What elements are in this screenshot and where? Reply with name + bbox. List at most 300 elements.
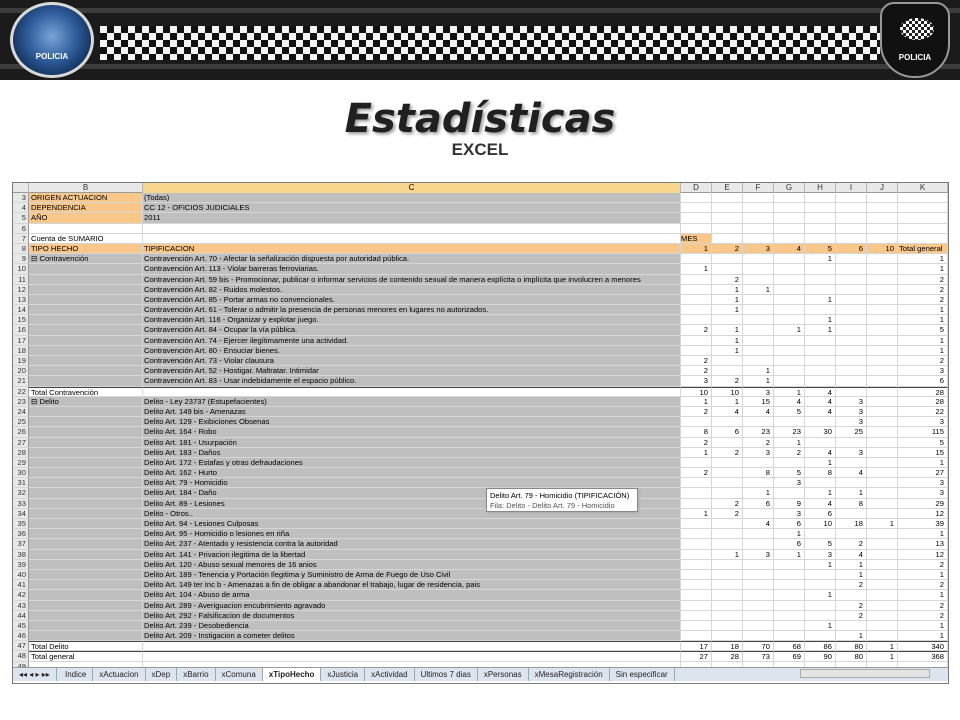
value-cell-d[interactable]	[681, 213, 712, 223]
row-number[interactable]: 27	[13, 438, 29, 448]
tipificacion-cell[interactable]: Contravención Art. 113 - Violar barreras ferroviarias.	[143, 264, 681, 274]
tipificacion-cell[interactable]: Delito Art. 89 - Lesiones	[143, 499, 681, 509]
value-cell-e[interactable]	[712, 264, 743, 274]
row-number[interactable]: 25	[13, 417, 29, 427]
value-cell-k[interactable]: 1	[898, 254, 948, 264]
value-cell-e[interactable]: 1	[712, 397, 743, 407]
value-cell-e[interactable]: 2	[712, 448, 743, 458]
value-cell-f[interactable]: 3	[743, 448, 774, 458]
value-cell-i[interactable]	[836, 295, 867, 305]
row-label-cell[interactable]	[29, 539, 143, 549]
value-cell-j[interactable]	[867, 264, 898, 274]
value-cell-d[interactable]	[681, 499, 712, 509]
row-number[interactable]: 3	[13, 193, 29, 203]
value-cell-j[interactable]	[867, 478, 898, 488]
value-cell-h[interactable]: 30	[805, 427, 836, 437]
value-cell-j[interactable]	[867, 590, 898, 600]
row-label-cell[interactable]	[29, 346, 143, 356]
value-cell-f[interactable]	[743, 203, 774, 213]
value-cell-j[interactable]	[867, 356, 898, 366]
value-cell-d[interactable]: 2	[681, 356, 712, 366]
row-number[interactable]: 13	[13, 295, 29, 305]
row-number[interactable]: 5	[13, 213, 29, 223]
row-number[interactable]: 33	[13, 499, 29, 509]
value-cell-e[interactable]	[712, 366, 743, 376]
value-cell-i[interactable]	[836, 458, 867, 468]
value-cell-j[interactable]: 1	[867, 641, 898, 651]
value-cell-f[interactable]	[743, 234, 774, 244]
value-cell-j[interactable]	[867, 417, 898, 427]
value-cell-d[interactable]	[681, 590, 712, 600]
value-cell-i[interactable]: 80	[836, 651, 867, 661]
value-cell-e[interactable]	[712, 488, 743, 498]
value-cell-d[interactable]: 27	[681, 651, 712, 661]
value-cell-k[interactable]: 2	[898, 580, 948, 590]
value-cell-g[interactable]: 6	[774, 539, 805, 549]
value-cell-i[interactable]	[836, 387, 867, 397]
row-number[interactable]: 30	[13, 468, 29, 478]
value-cell-k[interactable]	[898, 234, 948, 244]
value-cell-f[interactable]	[743, 529, 774, 539]
sheet-tab[interactable]: xPersonas	[478, 668, 529, 681]
value-cell-j[interactable]	[867, 325, 898, 335]
value-cell-g[interactable]	[774, 580, 805, 590]
value-cell-h[interactable]: 4	[805, 499, 836, 509]
value-cell-f[interactable]: 3	[743, 550, 774, 560]
value-cell-d[interactable]	[681, 529, 712, 539]
value-cell-g[interactable]: 1	[774, 550, 805, 560]
value-cell-j[interactable]: 1	[867, 519, 898, 529]
value-cell-e[interactable]: 1	[712, 346, 743, 356]
value-cell-g[interactable]	[774, 366, 805, 376]
value-cell-h[interactable]: 4	[805, 448, 836, 458]
row-label-cell[interactable]	[29, 285, 143, 295]
value-cell-j[interactable]	[867, 336, 898, 346]
row-label-cell[interactable]	[29, 550, 143, 560]
value-cell-d[interactable]	[681, 550, 712, 560]
value-cell-e[interactable]: 10	[712, 387, 743, 397]
row-number[interactable]: 31	[13, 478, 29, 488]
row-label-cell[interactable]	[29, 356, 143, 366]
value-cell-h[interactable]: 1	[805, 315, 836, 325]
value-cell-d[interactable]	[681, 539, 712, 549]
value-cell-j[interactable]	[867, 224, 898, 234]
value-cell-i[interactable]	[836, 590, 867, 600]
value-cell-e[interactable]	[712, 519, 743, 529]
value-cell-i[interactable]	[836, 325, 867, 335]
tipificacion-cell[interactable]	[143, 641, 681, 651]
value-cell-f[interactable]: 1	[743, 366, 774, 376]
value-cell-e[interactable]: 4	[712, 407, 743, 417]
value-cell-i[interactable]: 6	[836, 244, 867, 254]
row-number[interactable]: 15	[13, 315, 29, 325]
tipificacion-cell[interactable]: Delito Art. 141 - Privacion ilegitima de la libertad	[143, 550, 681, 560]
value-cell-g[interactable]: 2	[774, 448, 805, 458]
value-cell-d[interactable]	[681, 346, 712, 356]
row-number[interactable]: 9	[13, 254, 29, 264]
value-cell-h[interactable]	[805, 601, 836, 611]
value-cell-i[interactable]: 8	[836, 499, 867, 509]
value-cell-i[interactable]	[836, 234, 867, 244]
tipificacion-cell[interactable]: Contravención Art. 70 - Afectar la señalización dispuesta por autoridad pública.	[143, 254, 681, 264]
value-cell-g[interactable]	[774, 295, 805, 305]
row-label-cell[interactable]: Total general	[29, 651, 143, 661]
value-cell-j[interactable]	[867, 234, 898, 244]
tipificacion-cell[interactable]	[143, 387, 681, 397]
value-cell-i[interactable]	[836, 285, 867, 295]
tipificacion-cell[interactable]: Contravención Art. 83 - Usar indebidamente el espacio público.	[143, 376, 681, 386]
value-cell-d[interactable]	[681, 580, 712, 590]
value-cell-h[interactable]: 1	[805, 590, 836, 600]
row-label-cell[interactable]	[29, 325, 143, 335]
tipificacion-cell[interactable]: Contravención Art. 74 - Ejercer ilegítimamente una actividad.	[143, 336, 681, 346]
value-cell-e[interactable]	[712, 590, 743, 600]
row-label-cell[interactable]	[29, 427, 143, 437]
value-cell-k[interactable]: 28	[898, 387, 948, 397]
value-cell-g[interactable]: 3	[774, 509, 805, 519]
value-cell-f[interactable]	[743, 213, 774, 223]
value-cell-d[interactable]	[681, 519, 712, 529]
row-number[interactable]: 24	[13, 407, 29, 417]
row-label-cell[interactable]	[29, 224, 143, 234]
row-number[interactable]: 42	[13, 590, 29, 600]
value-cell-i[interactable]	[836, 315, 867, 325]
value-cell-e[interactable]	[712, 468, 743, 478]
value-cell-e[interactable]: 1	[712, 550, 743, 560]
row-label-cell[interactable]: Total Contravención	[29, 387, 143, 397]
value-cell-d[interactable]	[681, 560, 712, 570]
value-cell-d[interactable]	[681, 417, 712, 427]
value-cell-g[interactable]	[774, 601, 805, 611]
value-cell-d[interactable]: 1	[681, 244, 712, 254]
row-number[interactable]: 46	[13, 631, 29, 641]
sheet-tab[interactable]: xMesaRegistración	[529, 668, 610, 681]
tipificacion-cell[interactable]: Delito Art. 79 - Homicidio	[143, 478, 681, 488]
value-cell-e[interactable]: 1	[712, 336, 743, 346]
value-cell-h[interactable]: 1	[805, 254, 836, 264]
value-cell-h[interactable]: 8	[805, 468, 836, 478]
value-cell-k[interactable]: 1	[898, 621, 948, 631]
value-cell-f[interactable]	[743, 315, 774, 325]
value-cell-g[interactable]: 1	[774, 325, 805, 335]
row-number[interactable]: 20	[13, 366, 29, 376]
row-number[interactable]: 17	[13, 336, 29, 346]
value-cell-f[interactable]	[743, 193, 774, 203]
value-cell-d[interactable]	[681, 305, 712, 315]
value-cell-f[interactable]: 73	[743, 651, 774, 661]
value-cell-g[interactable]	[774, 631, 805, 641]
value-cell-k[interactable]: 368	[898, 651, 948, 661]
value-cell-g[interactable]	[774, 234, 805, 244]
tipificacion-cell[interactable]	[143, 234, 681, 244]
value-cell-f[interactable]	[743, 611, 774, 621]
value-cell-k[interactable]: 1	[898, 346, 948, 356]
row-label-cell[interactable]	[29, 275, 143, 285]
value-cell-f[interactable]	[743, 417, 774, 427]
row-label-cell[interactable]	[29, 417, 143, 427]
value-cell-h[interactable]	[805, 275, 836, 285]
tipificacion-cell[interactable]: Contravención Art. 116 - Organizar y explotar juego.	[143, 315, 681, 325]
value-cell-i[interactable]	[836, 356, 867, 366]
value-cell-e[interactable]: 2	[712, 275, 743, 285]
value-cell-j[interactable]	[867, 488, 898, 498]
column-header-i[interactable]: I	[836, 183, 867, 193]
tab-nav-arrows[interactable]: ◂◂ ◂ ▸ ▸▸	[13, 668, 57, 681]
value-cell-k[interactable]: 1	[898, 529, 948, 539]
tipificacion-cell[interactable]: Delito Art. 149 ter Inc b - Amenazas a fin de obligar a abandonar el trabajo, lugar de residencia, pais	[143, 580, 681, 590]
row-label-cell[interactable]	[29, 601, 143, 611]
sheet-tab[interactable]: Ultimos 7 dias	[415, 668, 478, 681]
value-cell-g[interactable]	[774, 376, 805, 386]
row-label-cell[interactable]	[29, 570, 143, 580]
row-number[interactable]: 44	[13, 611, 29, 621]
value-cell-f[interactable]	[743, 509, 774, 519]
value-cell-f[interactable]	[743, 570, 774, 580]
value-cell-g[interactable]: 5	[774, 468, 805, 478]
value-cell-h[interactable]	[805, 285, 836, 295]
value-cell-k[interactable]: 2	[898, 295, 948, 305]
value-cell-j[interactable]	[867, 285, 898, 295]
value-cell-d[interactable]: 8	[681, 427, 712, 437]
value-cell-f[interactable]	[743, 325, 774, 335]
value-cell-f[interactable]: 70	[743, 641, 774, 651]
row-number[interactable]: 4	[13, 203, 29, 213]
value-cell-g[interactable]: 23	[774, 427, 805, 437]
row-number[interactable]: 21	[13, 376, 29, 386]
value-cell-k[interactable]: 2	[898, 285, 948, 295]
row-label-cell[interactable]	[29, 611, 143, 621]
value-cell-d[interactable]	[681, 193, 712, 203]
value-cell-k[interactable]: 27	[898, 468, 948, 478]
value-cell-j[interactable]	[867, 397, 898, 407]
row-number[interactable]: 7	[13, 234, 29, 244]
value-cell-g[interactable]	[774, 356, 805, 366]
row-label-cell[interactable]	[29, 468, 143, 478]
value-cell-h[interactable]: 5	[805, 539, 836, 549]
tipificacion-cell[interactable]: Contravención Art. 80 - Ensuciar bienes.	[143, 346, 681, 356]
value-cell-k[interactable]	[898, 213, 948, 223]
value-cell-e[interactable]: 6	[712, 427, 743, 437]
value-cell-j[interactable]	[867, 213, 898, 223]
tipificacion-cell[interactable]: (Todas)	[143, 193, 681, 203]
row-number[interactable]: 41	[13, 580, 29, 590]
value-cell-j[interactable]: 1	[867, 651, 898, 661]
value-cell-j[interactable]	[867, 499, 898, 509]
value-cell-k[interactable]: 12	[898, 509, 948, 519]
value-cell-g[interactable]: 1	[774, 438, 805, 448]
value-cell-d[interactable]: 2	[681, 366, 712, 376]
value-cell-h[interactable]: 1	[805, 458, 836, 468]
value-cell-h[interactable]	[805, 336, 836, 346]
sheet-tab[interactable]: xDep	[146, 668, 178, 681]
tipificacion-cell[interactable]: Delito Art. 104 - Abuso de arma	[143, 590, 681, 600]
sheet-tab[interactable]: xActuacion	[93, 668, 145, 681]
value-cell-h[interactable]	[805, 417, 836, 427]
row-number[interactable]: 11	[13, 275, 29, 285]
value-cell-h[interactable]	[805, 203, 836, 213]
value-cell-f[interactable]: 15	[743, 397, 774, 407]
sheet-tab[interactable]: xComuna	[216, 668, 263, 681]
value-cell-e[interactable]	[712, 529, 743, 539]
value-cell-h[interactable]: 90	[805, 651, 836, 661]
value-cell-j[interactable]	[867, 458, 898, 468]
tipificacion-cell[interactable]	[143, 224, 681, 234]
value-cell-j[interactable]	[867, 193, 898, 203]
row-number[interactable]: 28	[13, 448, 29, 458]
value-cell-g[interactable]	[774, 611, 805, 621]
tipificacion-cell[interactable]: Delito Art. 184 - Daño	[143, 488, 681, 498]
value-cell-f[interactable]	[743, 254, 774, 264]
row-number[interactable]: 34	[13, 509, 29, 519]
tipificacion-cell[interactable]: TIPIFICACION	[143, 244, 681, 254]
tipificacion-cell[interactable]: Contravención Art. 52 - Hostigar. Maltratar. Intimidar	[143, 366, 681, 376]
value-cell-j[interactable]	[867, 376, 898, 386]
value-cell-k[interactable]: 115	[898, 427, 948, 437]
row-number[interactable]: 47	[13, 641, 29, 651]
value-cell-k[interactable]: 28	[898, 397, 948, 407]
value-cell-g[interactable]	[774, 285, 805, 295]
value-cell-i[interactable]: 2	[836, 611, 867, 621]
value-cell-k[interactable]: 340	[898, 641, 948, 651]
value-cell-d[interactable]: 3	[681, 376, 712, 386]
value-cell-i[interactable]: 3	[836, 417, 867, 427]
value-cell-i[interactable]: 80	[836, 641, 867, 651]
value-cell-g[interactable]	[774, 560, 805, 570]
value-cell-h[interactable]	[805, 631, 836, 641]
value-cell-d[interactable]: 2	[681, 407, 712, 417]
tipificacion-cell[interactable]: Delito Art. 94 - Lesiones Culposas	[143, 519, 681, 529]
value-cell-d[interactable]	[681, 611, 712, 621]
value-cell-d[interactable]	[681, 203, 712, 213]
value-cell-f[interactable]	[743, 601, 774, 611]
value-cell-e[interactable]	[712, 478, 743, 488]
row-number[interactable]: 16	[13, 325, 29, 335]
value-cell-g[interactable]	[774, 193, 805, 203]
value-cell-f[interactable]	[743, 478, 774, 488]
row-number[interactable]: 40	[13, 570, 29, 580]
value-cell-d[interactable]: 1	[681, 397, 712, 407]
value-cell-i[interactable]: 1	[836, 631, 867, 641]
row-label-cell[interactable]	[29, 499, 143, 509]
value-cell-h[interactable]: 1	[805, 621, 836, 631]
value-cell-j[interactable]: 10	[867, 244, 898, 254]
value-cell-d[interactable]: 2	[681, 468, 712, 478]
value-cell-i[interactable]: 2	[836, 601, 867, 611]
value-cell-e[interactable]: 1	[712, 305, 743, 315]
value-cell-f[interactable]	[743, 560, 774, 570]
value-cell-f[interactable]	[743, 356, 774, 366]
value-cell-f[interactable]	[743, 346, 774, 356]
value-cell-g[interactable]	[774, 458, 805, 468]
value-cell-j[interactable]	[867, 539, 898, 549]
row-number[interactable]: 35	[13, 519, 29, 529]
value-cell-g[interactable]: 4	[774, 397, 805, 407]
value-cell-f[interactable]: 8	[743, 468, 774, 478]
row-label-cell[interactable]	[29, 458, 143, 468]
value-cell-e[interactable]	[712, 315, 743, 325]
value-cell-h[interactable]: 86	[805, 641, 836, 651]
sheet-tab[interactable]: xBarrio	[177, 668, 215, 681]
row-number[interactable]: 10	[13, 264, 29, 274]
row-label-cell[interactable]	[29, 488, 143, 498]
row-label-cell[interactable]: TIPO HECHO	[29, 244, 143, 254]
tipificacion-cell[interactable]: Delito - Otros..	[143, 509, 681, 519]
tipificacion-cell[interactable]: Delito Art. 292 - Falsificacion de documentos	[143, 611, 681, 621]
row-label-cell[interactable]: DEPENDENCIA	[29, 203, 143, 213]
value-cell-d[interactable]	[681, 458, 712, 468]
value-cell-h[interactable]: 4	[805, 397, 836, 407]
value-cell-d[interactable]	[681, 621, 712, 631]
value-cell-e[interactable]	[712, 356, 743, 366]
row-label-cell[interactable]	[29, 529, 143, 539]
value-cell-f[interactable]: 1	[743, 376, 774, 386]
row-label-cell[interactable]	[29, 438, 143, 448]
tipificacion-cell[interactable]: Contravención Art. 85 - Portar armas no convencionales.	[143, 295, 681, 305]
value-cell-h[interactable]	[805, 366, 836, 376]
row-number[interactable]: 37	[13, 539, 29, 549]
value-cell-j[interactable]	[867, 203, 898, 213]
value-cell-e[interactable]: 18	[712, 641, 743, 651]
value-cell-k[interactable]: 5	[898, 438, 948, 448]
value-cell-i[interactable]: 4	[836, 468, 867, 478]
value-cell-d[interactable]	[681, 601, 712, 611]
tipificacion-cell[interactable]: Contravención Art. 82 - Ruidos molestos.	[143, 285, 681, 295]
value-cell-h[interactable]	[805, 224, 836, 234]
value-cell-h[interactable]	[805, 478, 836, 488]
value-cell-i[interactable]	[836, 224, 867, 234]
value-cell-e[interactable]: 1	[712, 325, 743, 335]
tipificacion-cell[interactable]: Delito - Ley 23737 (Estupefacientes)	[143, 397, 681, 407]
value-cell-g[interactable]: 9	[774, 499, 805, 509]
tipificacion-cell[interactable]	[143, 651, 681, 661]
value-cell-i[interactable]: 3	[836, 397, 867, 407]
column-header-f[interactable]: F	[743, 183, 774, 193]
value-cell-j[interactable]	[867, 366, 898, 376]
row-label-cell[interactable]: ORIGEN ACTUACION	[29, 193, 143, 203]
value-cell-i[interactable]	[836, 346, 867, 356]
value-cell-h[interactable]: 1	[805, 560, 836, 570]
value-cell-j[interactable]	[867, 448, 898, 458]
value-cell-e[interactable]	[712, 611, 743, 621]
row-label-cell[interactable]	[29, 295, 143, 305]
tipificacion-cell[interactable]: Contravención Art. 84 - Ocupar la vía pública.	[143, 325, 681, 335]
value-cell-i[interactable]	[836, 478, 867, 488]
value-cell-h[interactable]: 6	[805, 509, 836, 519]
value-cell-e[interactable]	[712, 539, 743, 549]
value-cell-i[interactable]	[836, 438, 867, 448]
sheet-tab[interactable]: xTipoHecho	[263, 668, 322, 681]
value-cell-f[interactable]	[743, 224, 774, 234]
value-cell-d[interactable]	[681, 336, 712, 346]
row-number[interactable]: 29	[13, 458, 29, 468]
value-cell-i[interactable]	[836, 305, 867, 315]
value-cell-g[interactable]: 1	[774, 529, 805, 539]
value-cell-d[interactable]	[681, 224, 712, 234]
value-cell-f[interactable]	[743, 336, 774, 346]
column-header-g[interactable]: G	[774, 183, 805, 193]
tipificacion-cell[interactable]: Delito Art. 172 - Estafas y otras defraudaciones	[143, 458, 681, 468]
value-cell-d[interactable]	[681, 570, 712, 580]
value-cell-h[interactable]	[805, 580, 836, 590]
value-cell-g[interactable]	[774, 254, 805, 264]
value-cell-k[interactable]: 1	[898, 631, 948, 641]
row-label-cell[interactable]	[29, 621, 143, 631]
value-cell-d[interactable]: 1	[681, 264, 712, 274]
value-cell-k[interactable]: 1	[898, 305, 948, 315]
row-number[interactable]: 32	[13, 488, 29, 498]
value-cell-f[interactable]	[743, 275, 774, 285]
tipificacion-cell[interactable]: CC 12 - OFICIOS JUDICIALES	[143, 203, 681, 213]
